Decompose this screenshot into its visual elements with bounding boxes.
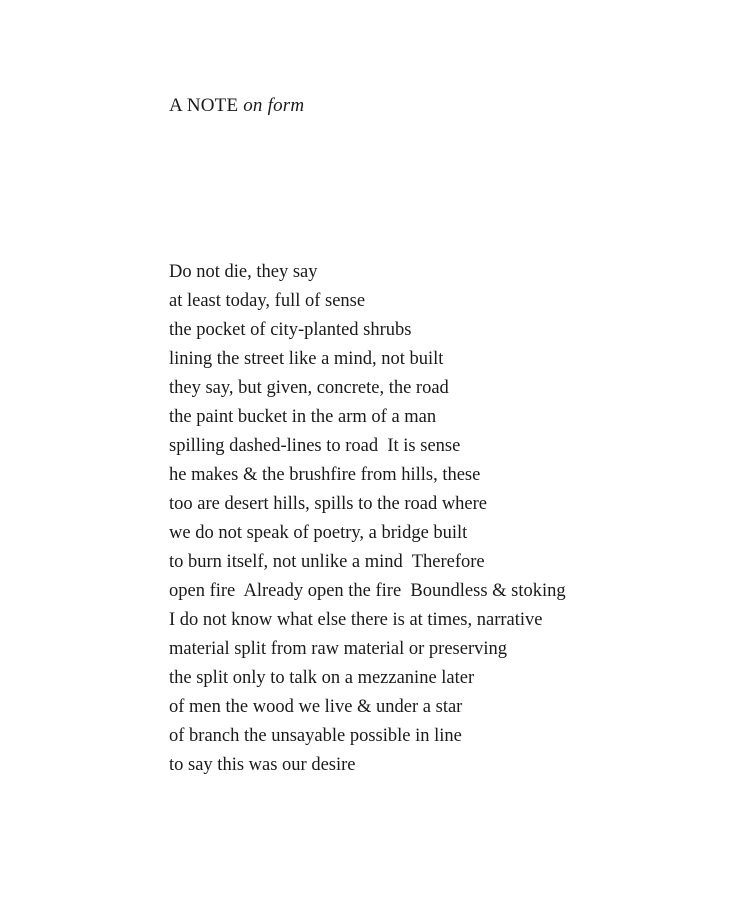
poem-line: to say this was our desire <box>169 755 356 775</box>
poem-line: at least today, full of sense <box>169 291 366 311</box>
poem-line: Do not die, they say <box>169 262 318 282</box>
title-main: A NOTE <box>169 95 239 116</box>
poem-line: the pocket of city-planted shrubs <box>169 320 412 340</box>
poem-line: they say, but given, concrete, the road <box>169 378 449 398</box>
poem-line: of men the wood we live & under a star <box>169 697 463 717</box>
page-title <box>169 94 304 118</box>
poem-line: material split from raw material or preserving <box>169 639 508 659</box>
poem-line: the paint bucket in the arm of a man <box>169 407 437 427</box>
poem-line: lining the street like a mind, not built <box>169 349 444 369</box>
poem-line: I do not know what else there is at times, narrative <box>169 610 543 630</box>
poem-line: spilling dashed-lines to road It is sense <box>169 436 461 456</box>
poem-line: open fire Already open the fire Boundless & stoking <box>169 581 566 601</box>
title-italic: on form <box>243 95 305 116</box>
poem-line: of branch the unsayable possible in line <box>169 726 462 746</box>
poem-line: we do not speak of poetry, a bridge built <box>169 523 468 543</box>
poem-line: he makes & the brushfire from hills, these <box>169 465 481 485</box>
poem-body <box>169 258 739 780</box>
poem-line: too are desert hills, spills to the road where <box>169 494 488 514</box>
poem-line: the split only to talk on a mezzanine later <box>169 668 475 688</box>
poem-line: to burn itself, not unlike a mind Therefore <box>169 552 485 572</box>
